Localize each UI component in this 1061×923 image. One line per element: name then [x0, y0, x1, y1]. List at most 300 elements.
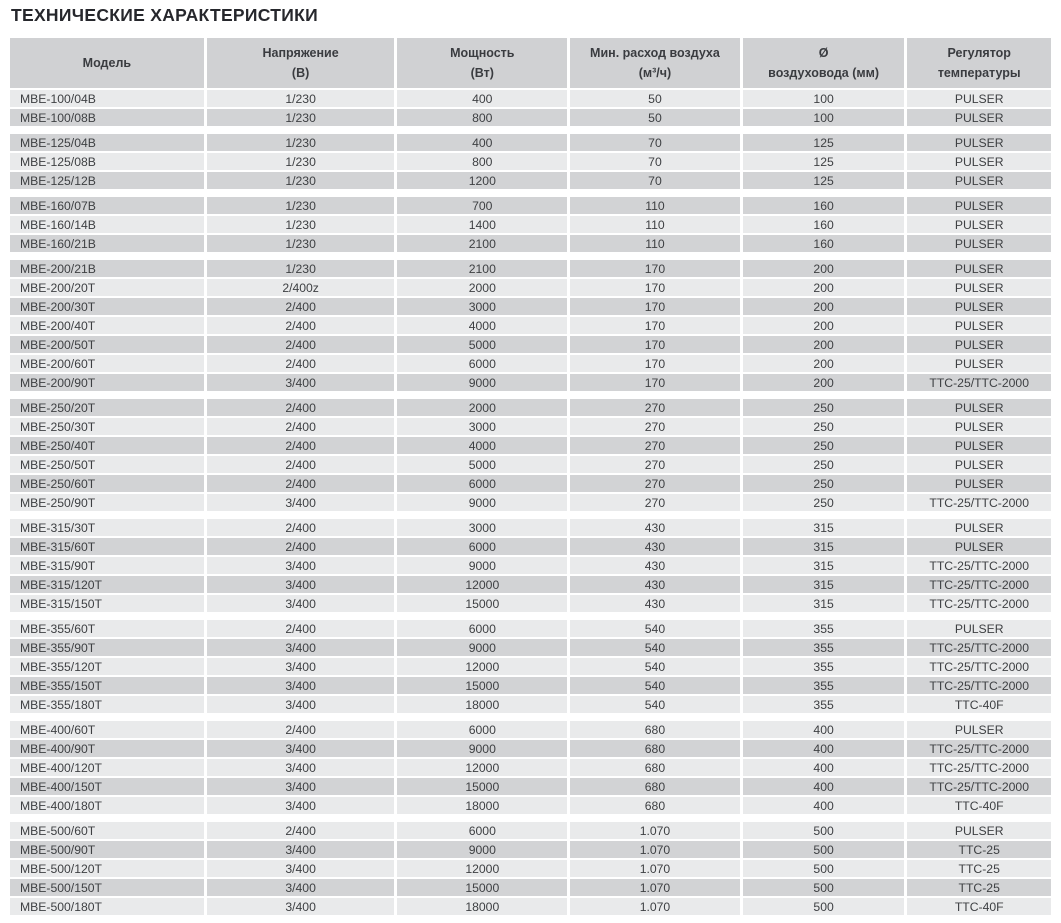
group-gap-cell — [10, 191, 1051, 195]
cell-regulator: TTC-40F — [907, 696, 1051, 713]
cell-voltage: 1/230 — [207, 109, 395, 126]
cell-power: 800 — [397, 109, 567, 126]
cell-model: MBE-315/120T — [10, 576, 204, 593]
table-row — [10, 740, 1051, 757]
table-row — [10, 216, 1051, 233]
cell-airflow: 540 — [570, 677, 740, 694]
cell-power: 3000 — [397, 519, 567, 536]
cell-model: MBE-200/90T — [10, 374, 204, 391]
table-row — [10, 519, 1051, 536]
table-row — [10, 475, 1051, 492]
cell-airflow: 270 — [570, 399, 740, 416]
cell-voltage: 3/400 — [207, 841, 395, 858]
cell-power: 400 — [397, 134, 567, 151]
cell-diameter: 125 — [743, 134, 905, 151]
table-row — [10, 841, 1051, 858]
cell-diameter: 200 — [743, 374, 905, 391]
table-row — [10, 134, 1051, 151]
cell-airflow: 430 — [570, 519, 740, 536]
cell-diameter: 500 — [743, 841, 905, 858]
cell-power: 9000 — [397, 639, 567, 656]
cell-diameter: 355 — [743, 677, 905, 694]
cell-airflow: 680 — [570, 740, 740, 757]
group-gap-cell — [10, 513, 1051, 517]
cell-voltage: 3/400 — [207, 639, 395, 656]
cell-voltage: 2/400 — [207, 456, 395, 473]
cell-model: MBE-315/30T — [10, 519, 204, 536]
cell-diameter: 250 — [743, 494, 905, 511]
cell-voltage: 3/400 — [207, 677, 395, 694]
cell-airflow: 110 — [570, 235, 740, 252]
cell-voltage: 2/400 — [207, 355, 395, 372]
cell-diameter: 250 — [743, 418, 905, 435]
cell-voltage: 3/400 — [207, 860, 395, 877]
cell-voltage: 3/400 — [207, 658, 395, 675]
table-row — [10, 778, 1051, 795]
cell-diameter: 160 — [743, 235, 905, 252]
table-row — [10, 822, 1051, 839]
column-header-line1: Мин. расход воздуха — [590, 46, 720, 60]
cell-diameter: 200 — [743, 336, 905, 353]
table-row — [10, 298, 1051, 315]
table-row — [10, 260, 1051, 277]
cell-voltage: 2/400 — [207, 418, 395, 435]
cell-model: MBE-125/04B — [10, 134, 204, 151]
page-title: ТЕХНИЧЕСКИЕ ХАРАКТЕРИСТИКИ — [11, 5, 318, 25]
table-row — [10, 153, 1051, 170]
cell-power: 15000 — [397, 778, 567, 795]
column-header-line2: температуры — [937, 66, 1021, 80]
table-row — [10, 109, 1051, 126]
cell-voltage: 3/400 — [207, 576, 395, 593]
cell-diameter: 200 — [743, 279, 905, 296]
cell-regulator: TTC-25 — [907, 841, 1051, 858]
column-header-line1: Мощность — [450, 46, 515, 60]
table-row — [10, 90, 1051, 107]
cell-airflow: 70 — [570, 172, 740, 189]
cell-voltage: 2/400 — [207, 298, 395, 315]
cell-voltage: 3/400 — [207, 557, 395, 574]
header-row — [10, 38, 1051, 88]
cell-regulator: TTC-25/TTC-2000 — [907, 494, 1051, 511]
cell-airflow: 1.070 — [570, 898, 740, 915]
cell-regulator: TTC-25/TTC-2000 — [907, 374, 1051, 391]
table-row — [10, 399, 1051, 416]
table-row — [10, 197, 1051, 214]
cell-diameter: 400 — [743, 721, 905, 738]
cell-voltage: 3/400 — [207, 494, 395, 511]
group-gap-cell — [10, 816, 1051, 820]
table-row — [10, 172, 1051, 189]
cell-airflow: 430 — [570, 595, 740, 612]
cell-power: 1200 — [397, 172, 567, 189]
cell-voltage: 3/400 — [207, 797, 395, 814]
cell-regulator: PULSER — [907, 153, 1051, 170]
table-row — [10, 879, 1051, 896]
group-gap — [10, 393, 1051, 397]
cell-airflow: 270 — [570, 475, 740, 492]
cell-voltage: 3/400 — [207, 879, 395, 896]
cell-model: MBE-500/120T — [10, 860, 204, 877]
cell-power: 5000 — [397, 336, 567, 353]
group-gap — [10, 254, 1051, 258]
table-row — [10, 557, 1051, 574]
cell-model: MBE-200/50T — [10, 336, 204, 353]
cell-diameter: 315 — [743, 576, 905, 593]
cell-power: 3000 — [397, 418, 567, 435]
cell-diameter: 125 — [743, 172, 905, 189]
cell-model: MBE-400/60T — [10, 721, 204, 738]
cell-diameter: 355 — [743, 658, 905, 675]
cell-diameter: 400 — [743, 740, 905, 757]
table-row — [10, 639, 1051, 656]
cell-regulator: TTC-25 — [907, 879, 1051, 896]
cell-voltage: 1/230 — [207, 216, 395, 233]
cell-diameter: 315 — [743, 519, 905, 536]
cell-regulator: PULSER — [907, 172, 1051, 189]
cell-power: 3000 — [397, 298, 567, 315]
cell-model: MBE-250/60T — [10, 475, 204, 492]
table-row — [10, 418, 1051, 435]
cell-regulator: PULSER — [907, 620, 1051, 637]
cell-airflow: 680 — [570, 759, 740, 776]
cell-diameter: 315 — [743, 595, 905, 612]
cell-voltage: 2/400 — [207, 475, 395, 492]
cell-airflow: 680 — [570, 721, 740, 738]
cell-diameter: 500 — [743, 860, 905, 877]
cell-power: 6000 — [397, 822, 567, 839]
cell-voltage: 3/400 — [207, 759, 395, 776]
table-row — [10, 759, 1051, 776]
cell-airflow: 1.070 — [570, 860, 740, 877]
cell-airflow: 270 — [570, 456, 740, 473]
table-row — [10, 317, 1051, 334]
cell-regulator: TTC-25/TTC-2000 — [907, 740, 1051, 757]
cell-voltage: 3/400 — [207, 696, 395, 713]
cell-diameter: 355 — [743, 696, 905, 713]
cell-model: MBE-355/90T — [10, 639, 204, 656]
table-row — [10, 336, 1051, 353]
column-header-voltage — [207, 38, 395, 88]
cell-model: MBE-100/04B — [10, 90, 204, 107]
cell-model: MBE-400/150T — [10, 778, 204, 795]
cell-voltage: 1/230 — [207, 134, 395, 151]
cell-voltage: 1/230 — [207, 235, 395, 252]
cell-regulator: PULSER — [907, 235, 1051, 252]
cell-model: MBE-400/180T — [10, 797, 204, 814]
cell-voltage: 2/400 — [207, 317, 395, 334]
cell-model: MBE-500/150T — [10, 879, 204, 896]
cell-power: 2100 — [397, 235, 567, 252]
cell-power: 6000 — [397, 355, 567, 372]
table-row — [10, 677, 1051, 694]
cell-regulator: PULSER — [907, 456, 1051, 473]
column-header-line2: (Вт) — [470, 66, 494, 80]
cell-power: 15000 — [397, 879, 567, 896]
cell-airflow: 540 — [570, 696, 740, 713]
cell-airflow: 270 — [570, 494, 740, 511]
cell-voltage: 2/400 — [207, 538, 395, 555]
cell-voltage: 2/400z — [207, 279, 395, 296]
cell-diameter: 250 — [743, 456, 905, 473]
table-row — [10, 898, 1051, 915]
cell-airflow: 170 — [570, 279, 740, 296]
cell-regulator: PULSER — [907, 90, 1051, 107]
cell-model: MBE-355/180T — [10, 696, 204, 713]
cell-model: MBE-200/40T — [10, 317, 204, 334]
cell-voltage: 3/400 — [207, 595, 395, 612]
cell-voltage: 1/230 — [207, 90, 395, 107]
cell-regulator: TTC-25/TTC-2000 — [907, 658, 1051, 675]
cell-regulator: PULSER — [907, 437, 1051, 454]
cell-airflow: 270 — [570, 418, 740, 435]
spec-table — [7, 36, 1054, 917]
cell-diameter: 125 — [743, 153, 905, 170]
group-gap — [10, 513, 1051, 517]
cell-model: MBE-250/30T — [10, 418, 204, 435]
cell-regulator: TTC-25/TTC-2000 — [907, 595, 1051, 612]
cell-airflow: 540 — [570, 620, 740, 637]
cell-regulator: PULSER — [907, 475, 1051, 492]
column-header-regulator — [907, 38, 1051, 88]
cell-regulator: PULSER — [907, 197, 1051, 214]
cell-airflow: 170 — [570, 260, 740, 277]
cell-regulator: TTC-40F — [907, 797, 1051, 814]
cell-voltage: 2/400 — [207, 437, 395, 454]
cell-model: MBE-250/40T — [10, 437, 204, 454]
cell-diameter: 200 — [743, 298, 905, 315]
cell-airflow: 540 — [570, 658, 740, 675]
cell-power: 15000 — [397, 595, 567, 612]
table-row — [10, 235, 1051, 252]
cell-model: MBE-100/08B — [10, 109, 204, 126]
cell-model: MBE-160/07B — [10, 197, 204, 214]
cell-model: MBE-200/21B — [10, 260, 204, 277]
cell-power: 15000 — [397, 677, 567, 694]
cell-airflow: 680 — [570, 778, 740, 795]
column-header-power — [397, 38, 567, 88]
cell-regulator: PULSER — [907, 336, 1051, 353]
cell-regulator: PULSER — [907, 317, 1051, 334]
column-header-line1: Ø — [818, 46, 829, 60]
table-row — [10, 279, 1051, 296]
cell-model: MBE-160/14B — [10, 216, 204, 233]
cell-power: 12000 — [397, 576, 567, 593]
cell-model: MBE-500/90T — [10, 841, 204, 858]
group-gap-cell — [10, 614, 1051, 618]
group-gap — [10, 715, 1051, 719]
table-row — [10, 374, 1051, 391]
cell-voltage: 3/400 — [207, 740, 395, 757]
cell-airflow: 1.070 — [570, 822, 740, 839]
cell-diameter: 500 — [743, 879, 905, 896]
cell-regulator: TTC-25/TTC-2000 — [907, 557, 1051, 574]
cell-diameter: 315 — [743, 557, 905, 574]
column-header-model — [10, 38, 204, 88]
cell-power: 18000 — [397, 797, 567, 814]
cell-power: 9000 — [397, 841, 567, 858]
cell-model: MBE-500/60T — [10, 822, 204, 839]
cell-power: 6000 — [397, 620, 567, 637]
column-header-line1: Модель — [82, 56, 132, 70]
cell-regulator: PULSER — [907, 355, 1051, 372]
cell-airflow: 70 — [570, 153, 740, 170]
cell-power: 2100 — [397, 260, 567, 277]
cell-regulator: PULSER — [907, 399, 1051, 416]
cell-airflow: 110 — [570, 197, 740, 214]
group-gap-cell — [10, 254, 1051, 258]
cell-regulator: TTC-25/TTC-2000 — [907, 639, 1051, 656]
cell-model: MBE-315/60T — [10, 538, 204, 555]
cell-regulator: PULSER — [907, 298, 1051, 315]
cell-model: MBE-500/180T — [10, 898, 204, 915]
cell-regulator: TTC-25 — [907, 860, 1051, 877]
group-gap — [10, 191, 1051, 195]
cell-diameter: 500 — [743, 898, 905, 915]
cell-airflow: 110 — [570, 216, 740, 233]
cell-power: 800 — [397, 153, 567, 170]
cell-airflow: 170 — [570, 374, 740, 391]
cell-voltage: 1/230 — [207, 260, 395, 277]
group-gap — [10, 816, 1051, 820]
cell-voltage: 2/400 — [207, 822, 395, 839]
cell-voltage: 3/400 — [207, 374, 395, 391]
cell-airflow: 270 — [570, 437, 740, 454]
cell-model: MBE-200/30T — [10, 298, 204, 315]
cell-regulator: PULSER — [907, 519, 1051, 536]
cell-airflow: 170 — [570, 355, 740, 372]
cell-voltage: 1/230 — [207, 197, 395, 214]
cell-voltage: 2/400 — [207, 399, 395, 416]
cell-power: 9000 — [397, 557, 567, 574]
group-gap-cell — [10, 128, 1051, 132]
table-row — [10, 658, 1051, 675]
group-gap-cell — [10, 715, 1051, 719]
table-row — [10, 355, 1051, 372]
cell-power: 700 — [397, 197, 567, 214]
cell-regulator: PULSER — [907, 109, 1051, 126]
cell-model: MBE-355/60T — [10, 620, 204, 637]
cell-regulator: PULSER — [907, 822, 1051, 839]
cell-power: 9000 — [397, 494, 567, 511]
cell-diameter: 400 — [743, 759, 905, 776]
table-row — [10, 860, 1051, 877]
cell-model: MBE-400/120T — [10, 759, 204, 776]
cell-regulator: TTC-25/TTC-2000 — [907, 778, 1051, 795]
cell-airflow: 1.070 — [570, 879, 740, 896]
cell-diameter: 160 — [743, 216, 905, 233]
column-header-line1: Напряжение — [262, 46, 339, 60]
table-row — [10, 538, 1051, 555]
cell-power: 2000 — [397, 399, 567, 416]
cell-regulator: TTC-25/TTC-2000 — [907, 677, 1051, 694]
cell-diameter: 250 — [743, 437, 905, 454]
cell-power: 18000 — [397, 696, 567, 713]
cell-diameter: 355 — [743, 620, 905, 637]
cell-model: MBE-355/150T — [10, 677, 204, 694]
cell-model: MBE-315/90T — [10, 557, 204, 574]
cell-power: 6000 — [397, 538, 567, 555]
cell-regulator: PULSER — [907, 134, 1051, 151]
cell-power: 2000 — [397, 279, 567, 296]
cell-voltage: 1/230 — [207, 172, 395, 189]
cell-model: MBE-400/90T — [10, 740, 204, 757]
spec-table-header — [10, 38, 1051, 88]
table-row — [10, 620, 1051, 637]
cell-voltage: 3/400 — [207, 778, 395, 795]
cell-regulator: PULSER — [907, 721, 1051, 738]
cell-model: MBE-200/60T — [10, 355, 204, 372]
cell-model: MBE-125/12B — [10, 172, 204, 189]
cell-airflow: 50 — [570, 90, 740, 107]
cell-power: 4000 — [397, 437, 567, 454]
cell-regulator: PULSER — [907, 279, 1051, 296]
cell-airflow: 170 — [570, 336, 740, 353]
group-gap-cell — [10, 393, 1051, 397]
cell-power: 6000 — [397, 721, 567, 738]
cell-power: 400 — [397, 90, 567, 107]
cell-diameter: 200 — [743, 355, 905, 372]
cell-power: 4000 — [397, 317, 567, 334]
cell-airflow: 70 — [570, 134, 740, 151]
cell-airflow: 170 — [570, 298, 740, 315]
cell-model: MBE-125/08B — [10, 153, 204, 170]
cell-airflow: 680 — [570, 797, 740, 814]
cell-power: 6000 — [397, 475, 567, 492]
cell-diameter: 200 — [743, 317, 905, 334]
cell-airflow: 540 — [570, 639, 740, 656]
cell-diameter: 160 — [743, 197, 905, 214]
cell-power: 5000 — [397, 456, 567, 473]
column-header-line2: (м³/ч) — [638, 66, 672, 80]
cell-diameter: 355 — [743, 639, 905, 656]
cell-airflow: 430 — [570, 538, 740, 555]
spec-table-body — [10, 90, 1051, 915]
cell-diameter: 250 — [743, 399, 905, 416]
table-row — [10, 437, 1051, 454]
cell-regulator: PULSER — [907, 418, 1051, 435]
cell-model: MBE-250/50T — [10, 456, 204, 473]
table-row — [10, 721, 1051, 738]
cell-airflow: 170 — [570, 317, 740, 334]
cell-voltage: 3/400 — [207, 898, 395, 915]
cell-power: 9000 — [397, 740, 567, 757]
cell-power: 1400 — [397, 216, 567, 233]
cell-diameter: 500 — [743, 822, 905, 839]
cell-airflow: 430 — [570, 576, 740, 593]
cell-power: 12000 — [397, 860, 567, 877]
table-row — [10, 595, 1051, 612]
column-header-line2: (В) — [291, 66, 310, 80]
table-row — [10, 494, 1051, 511]
cell-diameter: 100 — [743, 90, 905, 107]
cell-voltage: 1/230 — [207, 153, 395, 170]
table-row — [10, 576, 1051, 593]
cell-power: 18000 — [397, 898, 567, 915]
cell-regulator: PULSER — [907, 260, 1051, 277]
cell-diameter: 250 — [743, 475, 905, 492]
cell-voltage: 2/400 — [207, 620, 395, 637]
cell-model: MBE-355/120T — [10, 658, 204, 675]
cell-diameter: 315 — [743, 538, 905, 555]
cell-voltage: 2/400 — [207, 519, 395, 536]
cell-power: 12000 — [397, 759, 567, 776]
cell-model: MBE-315/150T — [10, 595, 204, 612]
cell-model: MBE-250/20T — [10, 399, 204, 416]
cell-diameter: 100 — [743, 109, 905, 126]
cell-airflow: 430 — [570, 557, 740, 574]
cell-regulator: TTC-25/TTC-2000 — [907, 759, 1051, 776]
